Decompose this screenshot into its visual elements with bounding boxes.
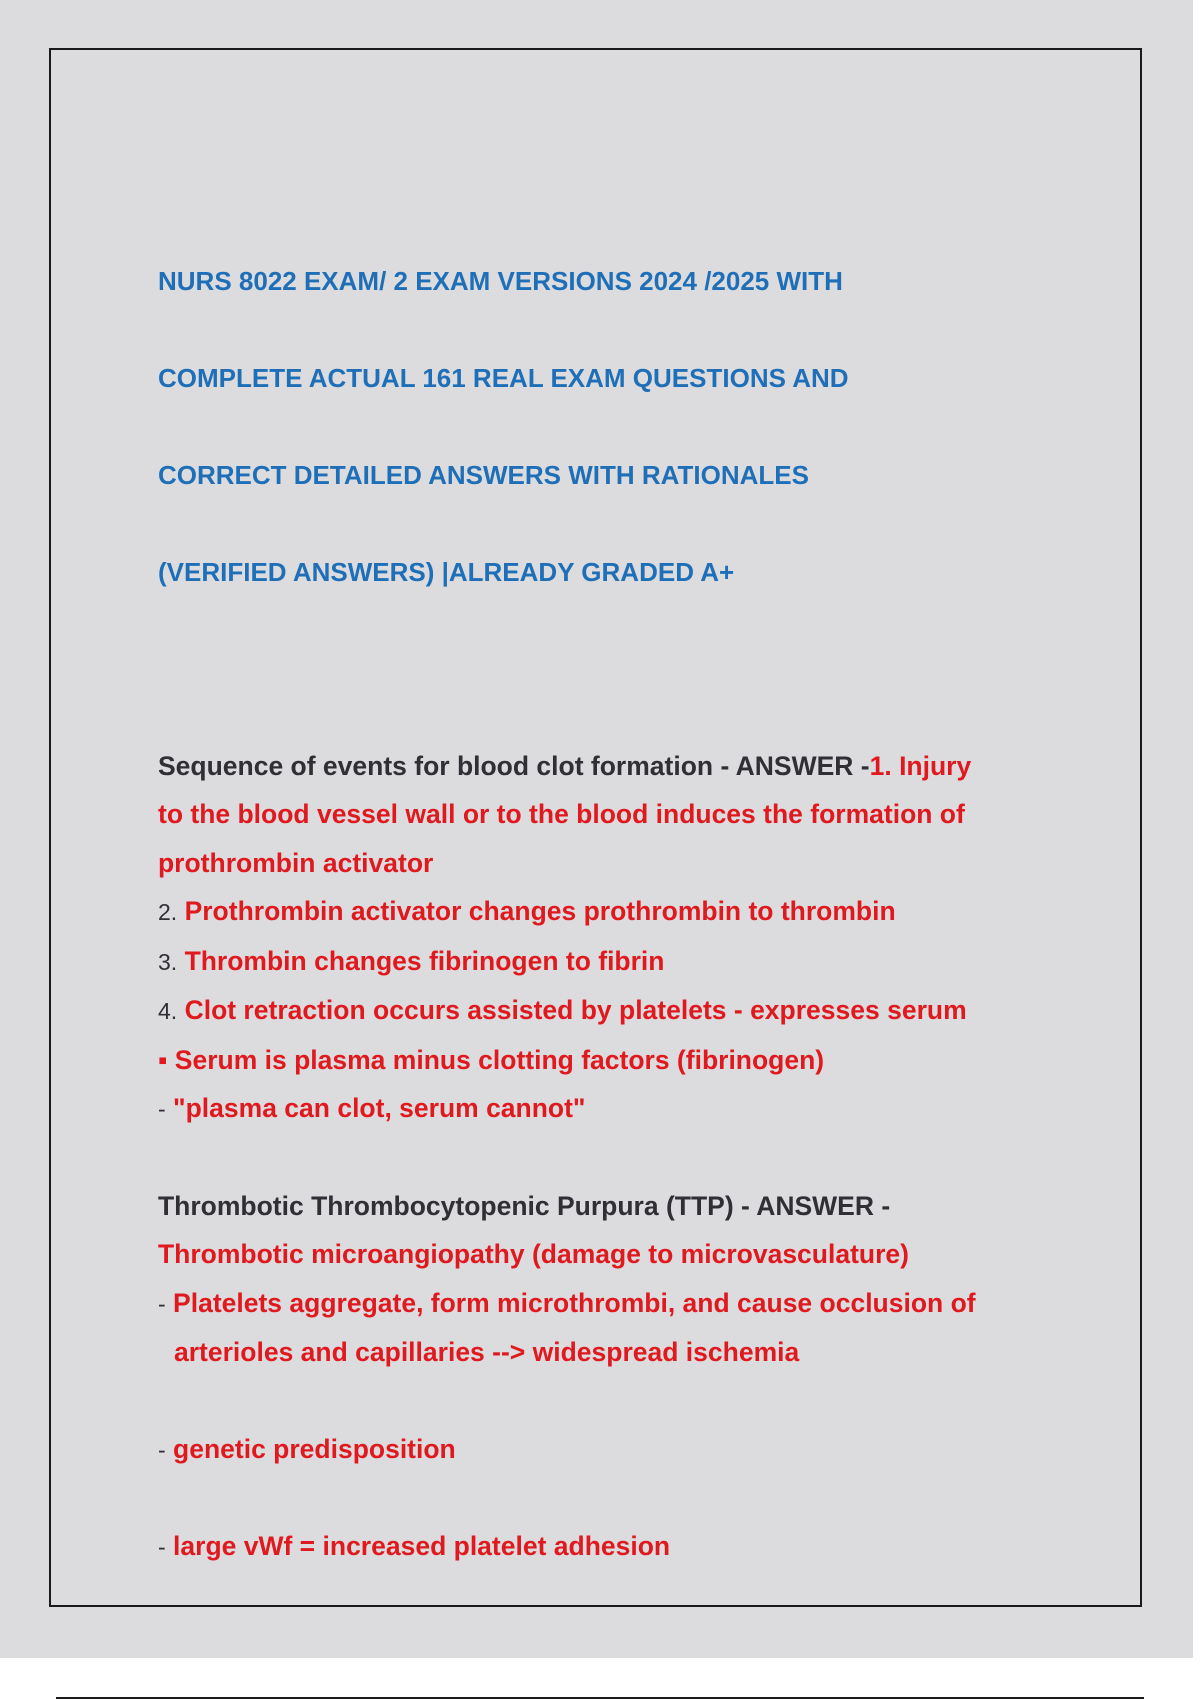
question-text: Thrombotic Thrombocytopenic Purpura (TTP) - ANSWER - bbox=[158, 1190, 891, 1221]
title-line: COMPLETE ACTUAL 161 REAL EXAM QUESTIONS AND bbox=[158, 362, 849, 393]
qa-blood-clot-formation bbox=[158, 742, 1058, 1134]
dash-item bbox=[158, 1425, 1058, 1475]
step-text: Clot retraction occurs assisted by platelets - expresses serum bbox=[184, 995, 967, 1025]
dash-text: large vWf = increased platelet adhesion bbox=[173, 1531, 671, 1561]
answer-text: 1. Injury bbox=[869, 750, 972, 781]
title-line: NURS 8022 EXAM/ 2 EXAM VERSIONS 2024 /2025 WITH bbox=[158, 265, 843, 296]
document-body bbox=[158, 208, 1058, 1572]
title-line: (VERIFIED ANSWERS) |ALREADY GRADED A+ bbox=[158, 556, 735, 587]
dash-marker: - bbox=[158, 1290, 166, 1317]
qa-ttp bbox=[158, 1182, 1058, 1572]
step-item bbox=[158, 937, 1058, 987]
spacer bbox=[158, 1377, 1058, 1425]
document-title bbox=[158, 208, 1058, 645]
dash-item bbox=[158, 1279, 1058, 1377]
step-number: 4. bbox=[158, 998, 178, 1024]
step-text: Prothrombin activator changes prothrombin to thrombin bbox=[184, 896, 896, 926]
answer-text: Thrombotic microangiopathy (damage to microvasculature) bbox=[158, 1239, 909, 1269]
spacer bbox=[158, 1474, 1058, 1522]
dash-item bbox=[158, 1084, 1058, 1134]
title-line: CORRECT DETAILED ANSWERS WITH RATIONALES bbox=[158, 459, 809, 490]
bullet-text: Serum is plasma minus clotting factors (fibrinogen) bbox=[174, 1044, 825, 1075]
qa-first-line bbox=[158, 742, 1058, 791]
question-text: Sequence of events for blood clot formation - ANSWER - bbox=[158, 750, 870, 781]
step-text: Thrombin changes fibrinogen to fibrin bbox=[184, 945, 665, 976]
answer-text: prothrombin activator bbox=[158, 847, 434, 878]
step-item bbox=[158, 986, 1058, 1036]
dash-text: genetic predisposition bbox=[173, 1433, 456, 1464]
dash-text: Platelets aggregate, form microthrombi, and cause occlusion of arterioles and capillaries --> widespread ischemia bbox=[173, 1287, 976, 1367]
answer-text: to the blood vessel wall or to the blood induces the formation of bbox=[158, 799, 965, 829]
bullet-item bbox=[158, 1036, 1058, 1085]
square-bullet-icon: ▪ bbox=[158, 1044, 168, 1075]
dash-marker: - bbox=[158, 1436, 166, 1463]
step-item bbox=[158, 887, 1058, 937]
dash-item bbox=[158, 1522, 1058, 1572]
footer-rule bbox=[56, 1697, 1144, 1699]
dash-marker: - bbox=[158, 1096, 166, 1122]
dash-text: "plasma can clot, serum cannot" bbox=[173, 1093, 586, 1123]
step-number: 2. bbox=[158, 899, 178, 925]
dash-marker: - bbox=[158, 1534, 166, 1560]
step-number: 3. bbox=[158, 948, 178, 975]
